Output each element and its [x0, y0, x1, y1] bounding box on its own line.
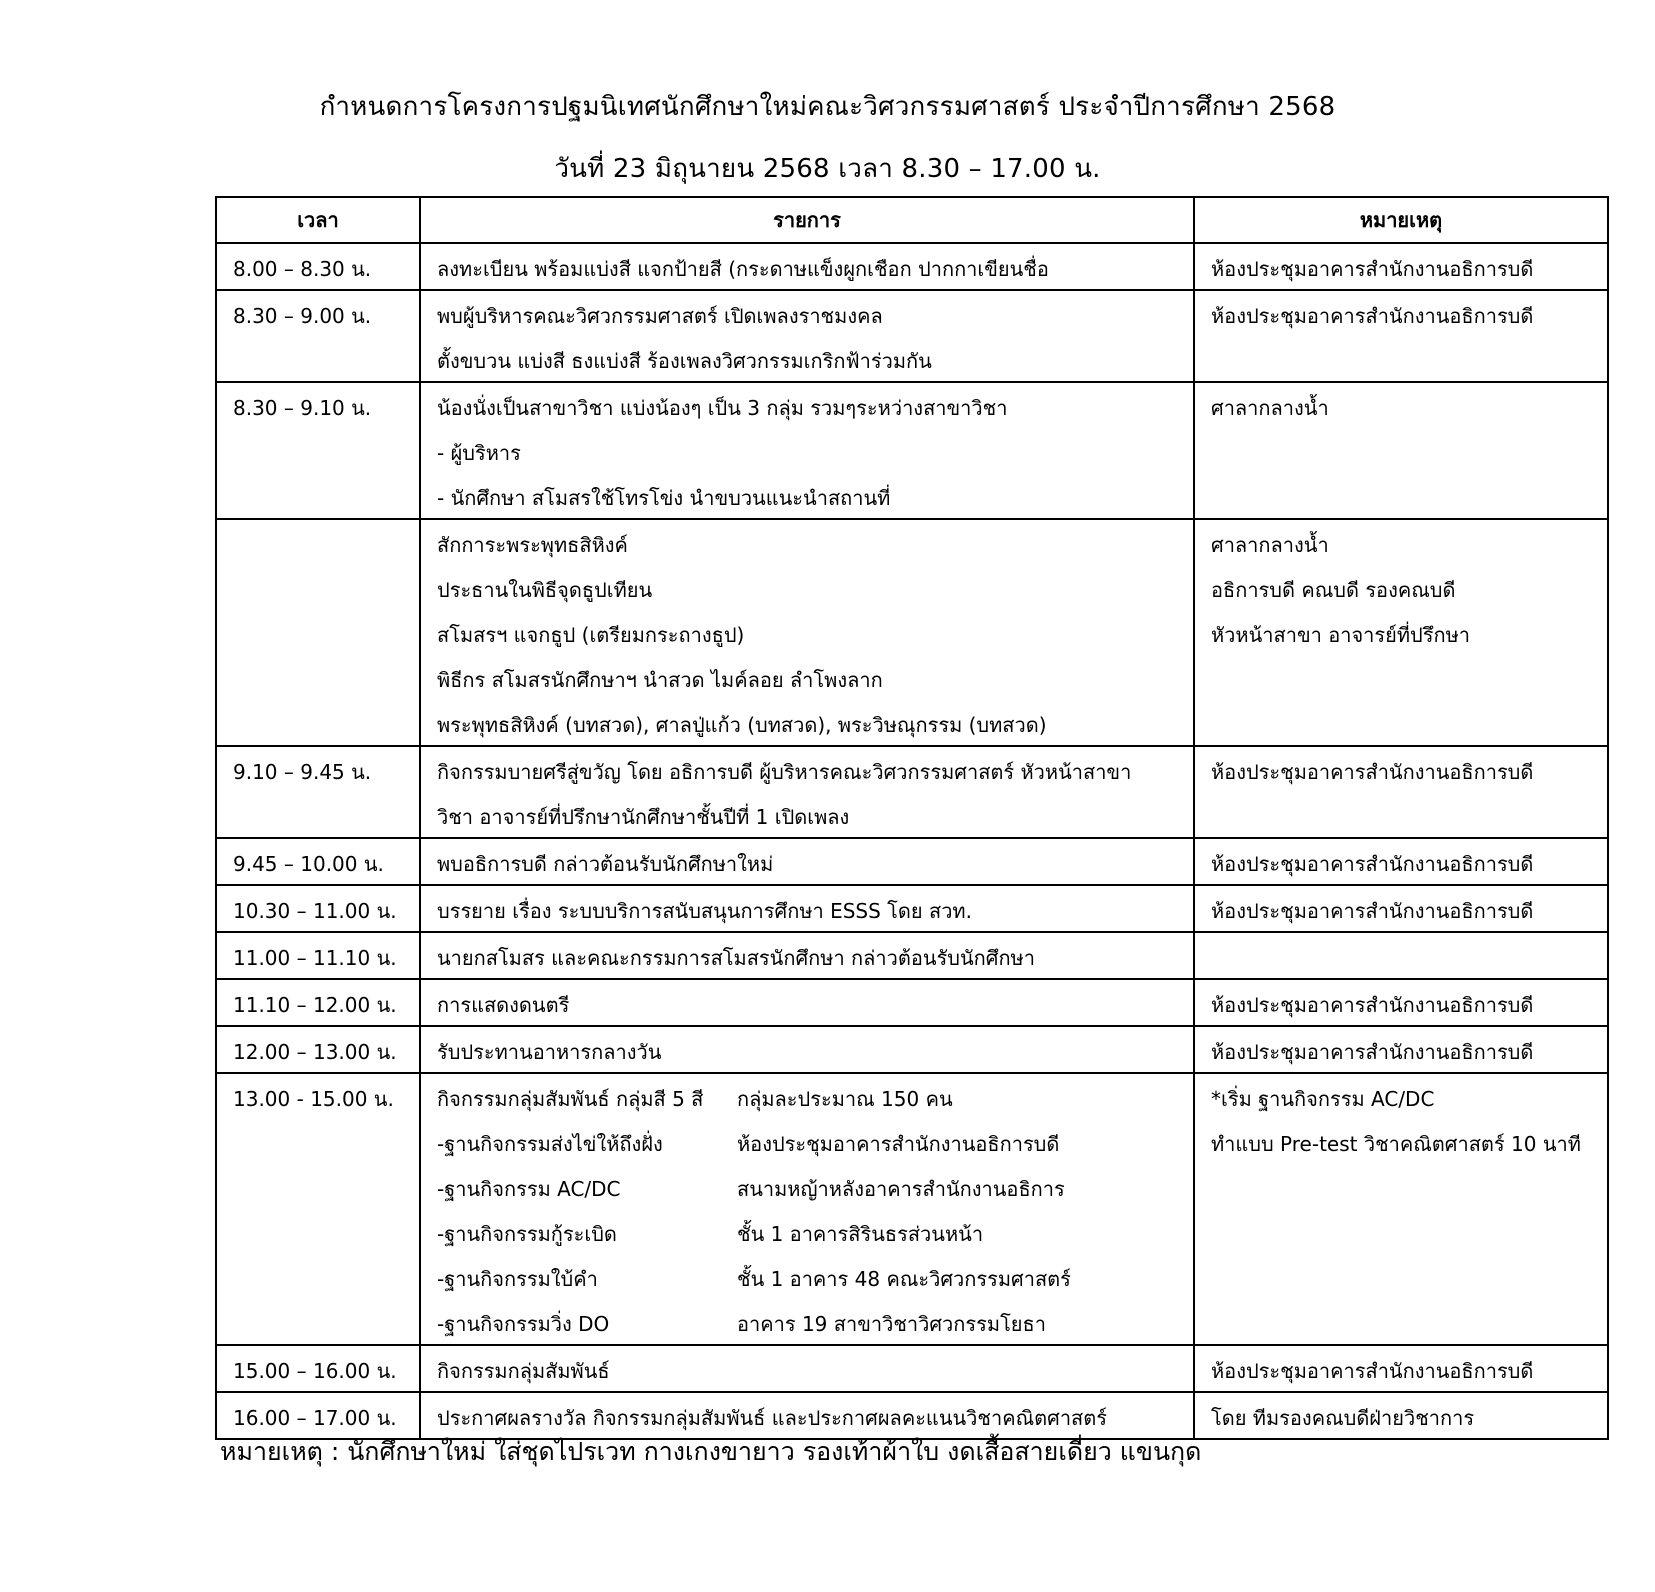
note-cell	[1194, 519, 1608, 746]
activity-intro	[437, 1083, 1193, 1128]
time-cell	[216, 1073, 420, 1345]
station-place: อาคาร 19 สาขาวิชาวิศวกรรมโยธา	[737, 1312, 1046, 1336]
item-cell	[420, 932, 1194, 979]
time-text: 9.45 – 10.00 น.	[233, 852, 384, 876]
item-line: พบอธิการบดี กล่าวต้อนรับนักศึกษาใหม่	[437, 852, 774, 876]
item-line: นายกสโมสร และคณะกรรมการสโมสรนักศึกษา กล่าวต้อนรับนักศึกษา	[437, 946, 1035, 970]
time-text: 11.10 – 12.00 น.	[233, 993, 397, 1017]
time-text: 9.10 – 9.45 น.	[233, 760, 372, 784]
station-place: ห้องประชุมอาคารสำนักงานอธิการบดี	[737, 1132, 1060, 1156]
header-item: รายการ	[420, 197, 1194, 243]
item-line: กิจกรรมบายศรีสู่ขวัญ โดย อธิการบดี ผู้บริหารคณะวิศวกรรมศาสตร์ หัวหน้าสาขา	[437, 760, 1132, 784]
note-cell	[1194, 382, 1608, 519]
note-lines	[1195, 244, 1607, 289]
note-line: อธิการบดี คณบดี รองคณบดี	[1211, 578, 1456, 602]
table-row	[216, 243, 1608, 290]
note-line: ห้องประชุมอาคารสำนักงานอธิการบดี	[1211, 899, 1534, 923]
note-lines	[1195, 886, 1607, 931]
station-place: ชั้น 1 อาคารสิรินธรส่วนหน้า	[737, 1222, 984, 1246]
item-cell	[420, 243, 1194, 290]
note-cell	[1194, 885, 1608, 932]
table-row	[216, 979, 1608, 1026]
item-line: กิจกรรมกลุ่มสัมพันธ์	[437, 1359, 610, 1383]
activity-station	[437, 1263, 1193, 1308]
document-date: วันที่ 23 มิถุนายน 2568 เวลา 8.30 – 17.00 น.	[554, 154, 1101, 184]
item-line: สักการะพระพุทธสิหิงค์	[437, 533, 628, 557]
item-cell	[420, 1026, 1194, 1073]
item-line: พบผู้บริหารคณะวิศวกรรมศาสตร์ เปิดเพลงราชมงคล	[437, 304, 883, 328]
table-row	[216, 519, 1608, 746]
time-text: 13.00 - 15.00 น.	[233, 1087, 394, 1111]
time-text	[217, 520, 419, 533]
item-lines	[421, 933, 1193, 978]
note-lines	[1195, 383, 1607, 428]
table-row	[216, 885, 1608, 932]
item-lines	[421, 980, 1193, 1025]
activity-group-size: กลุ่มละประมาณ 150 คน	[737, 1087, 953, 1111]
station-name: -ฐานกิจกรรม AC/DC	[437, 1177, 621, 1201]
note-lines	[1195, 839, 1607, 884]
note-cell	[1194, 1345, 1608, 1392]
time-cell	[216, 243, 420, 290]
header-note: หมายเหตุ	[1194, 197, 1608, 243]
note-lines	[1195, 520, 1607, 655]
activity-station	[437, 1128, 1193, 1173]
note-cell	[1194, 979, 1608, 1026]
item-line: พิธีกร สโมสรนักศึกษาฯ นำสวด ไมค์ลอย ลำโพงลาก	[437, 668, 883, 692]
time-text: 16.00 – 17.00 น.	[233, 1406, 397, 1430]
note-lines	[1195, 1346, 1607, 1391]
activity-station	[437, 1173, 1193, 1218]
note-cell	[1194, 243, 1608, 290]
item-line: สโมสรฯ แจกธูป (เตรียมกระถางธูป)	[437, 623, 745, 647]
table-header-row	[216, 197, 1608, 243]
item-cell	[420, 885, 1194, 932]
table-row	[216, 838, 1608, 885]
time-cell	[216, 519, 420, 746]
table-row	[216, 746, 1608, 838]
table-row-activities	[216, 1073, 1608, 1345]
note-line: ห้องประชุมอาคารสำนักงานอธิการบดี	[1211, 304, 1534, 328]
station-place: ชั้น 1 อาคาร 48 คณะวิศวกรรมศาสตร์	[737, 1267, 1071, 1291]
note-cell	[1194, 1392, 1608, 1439]
time-cell	[216, 979, 420, 1026]
note-line: ทำแบบ Pre-test วิชาคณิตศาสตร์ 10 นาที	[1211, 1132, 1581, 1156]
table-row	[216, 932, 1608, 979]
note-lines	[1195, 933, 1607, 946]
note-line: ศาลากลางน้ำ	[1211, 533, 1329, 557]
note-cell	[1194, 838, 1608, 885]
item-cell	[420, 382, 1194, 519]
note-cell	[1194, 290, 1608, 382]
item-line: ประธานในพิธีจุดธูปเทียน	[437, 578, 653, 602]
note-line: โดย ทีมรองคณบดีฝ่ายวิชาการ	[1211, 1406, 1475, 1430]
note-line: ศาลากลางน้ำ	[1211, 396, 1329, 420]
time-cell	[216, 838, 420, 885]
station-name: -ฐานกิจกรรมใบ้คำ	[437, 1267, 598, 1291]
note-line: ห้องประชุมอาคารสำนักงานอธิการบดี	[1211, 993, 1534, 1017]
time-text: 10.30 – 11.00 น.	[233, 899, 397, 923]
time-cell	[216, 885, 420, 932]
item-line: ลงทะเบียน พร้อมแบ่งสี แจกป้ายสี (กระดาษแข็งผูกเชือก ปากกาเขียนชื่อ	[437, 257, 1049, 281]
station-name: -ฐานกิจกรรมกู้ระเบิด	[437, 1222, 617, 1246]
time-cell	[216, 746, 420, 838]
time-text: 8.30 – 9.10 น.	[233, 396, 372, 420]
schedule-table	[215, 196, 1609, 1440]
note-line: ห้องประชุมอาคารสำนักงานอธิการบดี	[1211, 852, 1534, 876]
item-cell	[420, 1073, 1194, 1345]
time-cell	[216, 290, 420, 382]
header-time: เวลา	[216, 197, 420, 243]
station-name: -ฐานกิจกรรมวิ่ง DO	[437, 1312, 610, 1336]
item-cell	[420, 838, 1194, 885]
item-cell	[420, 290, 1194, 382]
time-text: 12.00 – 13.00 น.	[233, 1040, 397, 1064]
note-lines	[1195, 1393, 1607, 1438]
item-line: พระพุทธสิหิงค์ (บทสวด), ศาลปู่แก้ว (บทสวด), พระวิษณุกรรม (บทสวด)	[437, 713, 1047, 737]
item-lines	[421, 747, 1193, 837]
time-cell	[216, 1345, 420, 1392]
item-line: บรรยาย เรื่อง ระบบบริการสนับสนุนการศึกษา ESSS โดย สวท.	[437, 899, 972, 923]
note-line: *เริ่ม ฐานกิจกรรม AC/DC	[1211, 1087, 1435, 1111]
time-cell	[216, 382, 420, 519]
item-lines	[421, 839, 1193, 884]
station-name: -ฐานกิจกรรมส่งไข่ให้ถึงฝั่ง	[437, 1132, 663, 1156]
table-row	[216, 1026, 1608, 1073]
document-title: กำหนดการโครงการปฐมนิเทศนักศึกษาใหม่คณะวิศวกรรมศาสตร์ ประจำปีการศึกษา 2568	[319, 92, 1336, 122]
item-cell	[420, 1345, 1194, 1392]
note-line: ห้องประชุมอาคารสำนักงานอธิการบดี	[1211, 760, 1534, 784]
station-place: สนามหญ้าหลังอาคารสำนักงานอธิการ	[737, 1177, 1065, 1201]
time-cell	[216, 1026, 420, 1073]
note-line: ห้องประชุมอาคารสำนักงานอธิการบดี	[1211, 257, 1534, 281]
activity-lines	[421, 1074, 1193, 1344]
time-text: 15.00 – 16.00 น.	[233, 1359, 397, 1383]
item-lines	[421, 1027, 1193, 1072]
item-line: รับประทานอาหารกลางวัน	[437, 1040, 662, 1064]
activity-station	[437, 1308, 1193, 1340]
time-text: 8.30 – 9.00 น.	[233, 304, 372, 328]
footnote: หมายเหตุ : นักศึกษาใหม่ ใส่ชุดไปรเวท กางเกงขายาว รองเท้าผ้าใบ งดเสื้อสายเดี่ยว แขนกุด	[220, 1437, 1202, 1466]
item-cell	[420, 746, 1194, 838]
note-lines	[1195, 747, 1607, 792]
table-row	[216, 290, 1608, 382]
item-cell	[420, 519, 1194, 746]
table-row	[216, 382, 1608, 519]
item-line: - ผู้บริหาร	[437, 441, 521, 465]
item-line: การแสดงดนตรี	[437, 993, 570, 1017]
item-line: วิชา อาจารย์ที่ปรึกษานักศึกษาชั้นปีที่ 1 เปิดเพลง	[437, 805, 850, 829]
note-cell	[1194, 746, 1608, 838]
activity-station	[437, 1218, 1193, 1263]
note-lines	[1195, 1074, 1607, 1164]
item-line: - นักศึกษา สโมสรใช้โทรโข่ง นำขบวนแนะนำสถานที่	[437, 486, 891, 510]
time-text: 11.00 – 11.10 น.	[233, 946, 397, 970]
note-line: ห้องประชุมอาคารสำนักงานอธิการบดี	[1211, 1359, 1534, 1383]
note-cell	[1194, 932, 1608, 979]
item-lines	[421, 1346, 1193, 1391]
item-lines	[421, 244, 1193, 289]
time-text: 8.00 – 8.30 น.	[233, 257, 372, 281]
item-lines	[421, 520, 1193, 745]
note-line: หัวหน้าสาขา อาจารย์ที่ปรึกษา	[1211, 623, 1470, 647]
item-line: น้องนั่งเป็นสาขาวิชา แบ่งน้องๆ เป็น 3 กลุ่ม รวมๆระหว่างสาขาวิชา	[437, 396, 1008, 420]
note-lines	[1195, 291, 1607, 336]
table-row	[216, 1345, 1608, 1392]
time-cell	[216, 932, 420, 979]
item-cell	[420, 979, 1194, 1026]
schedule-body	[216, 243, 1608, 1439]
item-line: ประกาศผลรางวัล กิจกรรมกลุ่มสัมพันธ์ และประกาศผลคะแนนวิชาคณิตศาสตร์	[437, 1406, 1107, 1430]
note-lines	[1195, 980, 1607, 1025]
item-lines	[421, 291, 1193, 381]
item-lines	[421, 383, 1193, 518]
note-cell	[1194, 1026, 1608, 1073]
note-lines	[1195, 1027, 1607, 1072]
note-line: ห้องประชุมอาคารสำนักงานอธิการบดี	[1211, 1040, 1534, 1064]
activity-intro-label: กิจกรรมกลุ่มสัมพันธ์ กลุ่มสี 5 สี	[437, 1087, 704, 1111]
item-lines	[421, 886, 1193, 931]
item-line: ตั้งขบวน แบ่งสี ธงแบ่งสี ร้องเพลงวิศวกรรมเกริกฟ้าร่วมกัน	[437, 349, 932, 373]
note-cell	[1194, 1073, 1608, 1345]
